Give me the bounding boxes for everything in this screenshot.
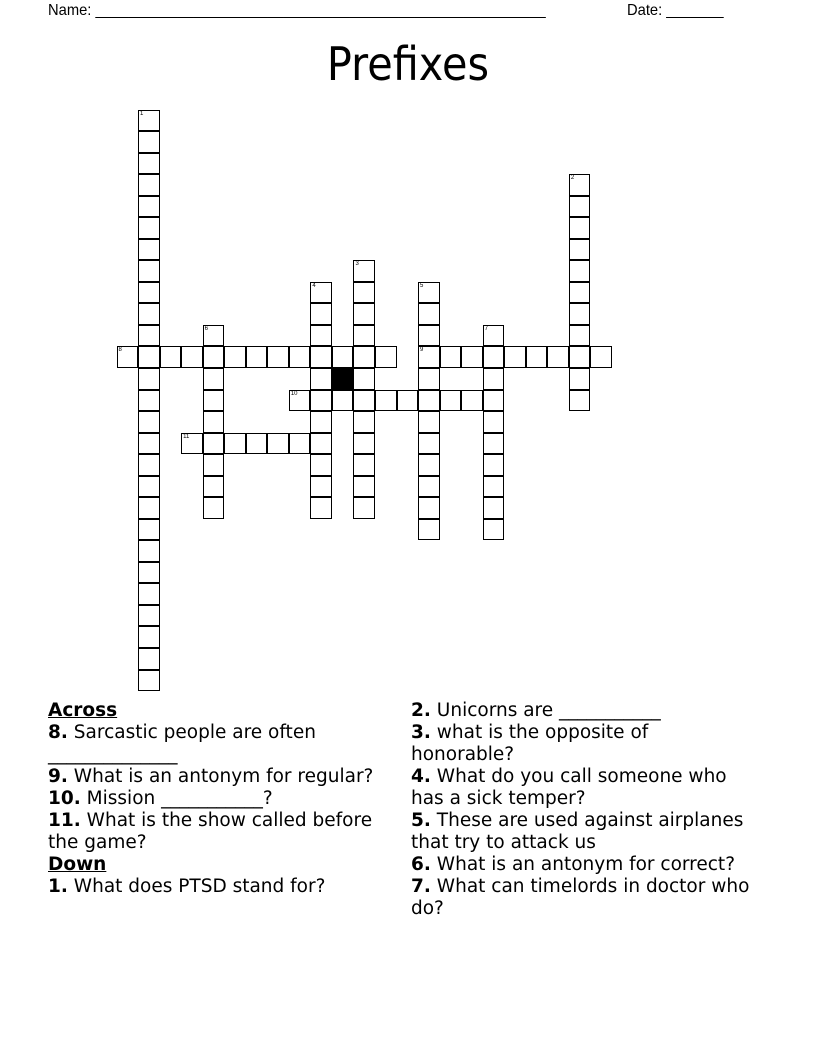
grid-cell[interactable] xyxy=(353,282,375,304)
grid-cell[interactable] xyxy=(353,390,375,412)
cell-number: 7 xyxy=(484,325,489,332)
grid-cell[interactable] xyxy=(418,303,440,325)
grid-cell[interactable] xyxy=(138,648,160,670)
grid-cell[interactable] xyxy=(138,217,160,239)
grid-cell[interactable] xyxy=(138,583,160,605)
grid-cell[interactable] xyxy=(569,303,591,325)
clue-down-4: 4. What do you call someone who has a sick temper? xyxy=(411,766,727,809)
grid-cell[interactable] xyxy=(138,174,160,196)
grid-cell[interactable] xyxy=(353,325,375,347)
cell-number: 11 xyxy=(183,433,190,440)
grid-cell[interactable] xyxy=(353,476,375,498)
grid-cell[interactable] xyxy=(138,346,160,368)
grid-cell[interactable] xyxy=(138,411,160,433)
date-blank: _______ xyxy=(666,2,724,19)
grid-cell[interactable] xyxy=(483,346,505,368)
grid-cell[interactable] xyxy=(547,346,569,368)
cell-number: 9 xyxy=(420,347,424,354)
grid-cell[interactable] xyxy=(418,519,440,541)
page-title: Prefixes xyxy=(326,37,490,91)
grid-cell[interactable] xyxy=(353,346,375,368)
grid-cell[interactable] xyxy=(569,282,591,304)
grid-cell[interactable] xyxy=(138,282,160,304)
clues-left-column xyxy=(48,700,378,898)
cell-number: 1 xyxy=(140,110,144,117)
black-cell xyxy=(332,368,354,390)
grid-cell[interactable] xyxy=(440,390,462,412)
across-heading: Across xyxy=(48,700,118,721)
grid-cell[interactable] xyxy=(353,260,375,282)
grid-cell[interactable] xyxy=(138,325,160,347)
grid-cell[interactable] xyxy=(353,303,375,325)
clue-across-9: 9. What is an antonym for regular? xyxy=(48,766,374,787)
grid-cell[interactable] xyxy=(310,346,332,368)
grid-cell[interactable] xyxy=(246,346,268,368)
grid-cell[interactable] xyxy=(203,346,225,368)
grid-cell[interactable] xyxy=(440,346,462,368)
cell-number: 4 xyxy=(312,282,316,289)
date-label: Date: xyxy=(627,2,663,19)
clue-down-3: 3. what is the opposite of honorable? xyxy=(411,722,649,765)
grid-cell[interactable] xyxy=(138,540,160,562)
grid-cell[interactable] xyxy=(203,497,225,519)
clue-down-5: 5. These are used against airplanes that try to attack us xyxy=(411,810,744,853)
grid-cell[interactable] xyxy=(203,454,225,476)
grid-cell[interactable] xyxy=(138,626,160,648)
grid-cell[interactable] xyxy=(353,497,375,519)
grid-cell[interactable] xyxy=(569,346,591,368)
grid-cell[interactable] xyxy=(418,390,440,412)
grid-cell[interactable] xyxy=(138,153,160,175)
grid-cell[interactable] xyxy=(569,239,591,261)
grid-cell[interactable] xyxy=(461,346,483,368)
cell-number: 2 xyxy=(570,175,575,182)
grid-cell[interactable] xyxy=(310,454,332,476)
grid-cell[interactable] xyxy=(138,131,160,153)
grid-cell[interactable] xyxy=(267,433,289,455)
grid-cell[interactable] xyxy=(569,390,591,412)
grid-cell[interactable] xyxy=(289,346,311,368)
grid-cell[interactable] xyxy=(397,390,419,412)
grid-cell[interactable] xyxy=(310,368,332,390)
grid-cell[interactable] xyxy=(224,433,246,455)
grid-cell[interactable] xyxy=(203,433,225,455)
grid-cell[interactable] xyxy=(138,519,160,541)
grid-cell[interactable] xyxy=(138,260,160,282)
grid-cell[interactable] xyxy=(353,454,375,476)
grid-cell[interactable] xyxy=(569,217,591,239)
clue-down-1: 1. What does PTSD stand for? xyxy=(48,876,326,897)
grid-cell[interactable] xyxy=(590,346,612,368)
grid-cell[interactable] xyxy=(483,390,505,412)
grid-cell[interactable] xyxy=(310,411,332,433)
grid-cell[interactable] xyxy=(138,196,160,218)
grid-cell[interactable] xyxy=(483,368,505,390)
grid-cell[interactable] xyxy=(418,454,440,476)
grid-cell[interactable] xyxy=(375,390,397,412)
grid-cell[interactable] xyxy=(138,562,160,584)
grid-cell[interactable] xyxy=(310,325,332,347)
grid-cell[interactable] xyxy=(310,433,332,455)
grid-cell[interactable] xyxy=(418,346,440,368)
grid-cell[interactable] xyxy=(353,368,375,390)
grid-cell[interactable] xyxy=(289,390,311,412)
grid-cell[interactable] xyxy=(569,325,591,347)
grid-cell[interactable] xyxy=(483,411,505,433)
grid-cell[interactable] xyxy=(418,476,440,498)
clue-down-2: 2. Unicorns are ___________ xyxy=(411,700,661,721)
cell-number: 8 xyxy=(118,347,122,354)
name-label: Name: xyxy=(48,2,92,19)
grid-cell[interactable] xyxy=(526,346,548,368)
grid-cell[interactable] xyxy=(138,239,160,261)
grid-cell[interactable] xyxy=(138,303,160,325)
grid-cell[interactable] xyxy=(160,346,182,368)
grid-cell[interactable] xyxy=(418,497,440,519)
grid-cell[interactable] xyxy=(138,476,160,498)
grid-cell[interactable] xyxy=(504,346,526,368)
cell-number: 10 xyxy=(290,390,298,397)
grid-cell[interactable] xyxy=(418,325,440,347)
grid-cell[interactable] xyxy=(310,390,332,412)
grid-cell[interactable] xyxy=(138,670,160,692)
grid-cell[interactable] xyxy=(569,260,591,282)
grid-cell[interactable] xyxy=(332,346,354,368)
grid-cell[interactable] xyxy=(138,454,160,476)
grid-cell[interactable] xyxy=(375,346,397,368)
name-blank: _______________________________________________________ xyxy=(95,2,546,19)
grid-cell[interactable] xyxy=(310,282,332,304)
grid-cell[interactable] xyxy=(418,282,440,304)
clue-down-7: 7. What can timelords in doctor who do? xyxy=(411,876,750,919)
grid-cell[interactable] xyxy=(483,476,505,498)
clue-across-8: 8. Sarcastic people are often ______________ xyxy=(48,722,316,765)
grid-cell[interactable] xyxy=(483,519,505,541)
grid-cell[interactable] xyxy=(483,454,505,476)
cell-number: 6 xyxy=(204,325,208,332)
grid-cell[interactable] xyxy=(203,411,225,433)
clue-down-6: 6. What is an antonym for correct? xyxy=(411,854,736,875)
clue-across-11: 11. What is the show called before the game? xyxy=(48,810,373,853)
grid-cell[interactable] xyxy=(203,390,225,412)
grid-cell[interactable] xyxy=(224,346,246,368)
grid-cell[interactable] xyxy=(138,433,160,455)
grid-cell[interactable] xyxy=(289,433,311,455)
grid-cell[interactable] xyxy=(181,346,203,368)
grid-cell[interactable] xyxy=(310,476,332,498)
grid-cell[interactable] xyxy=(418,368,440,390)
clues-right-column xyxy=(411,700,751,920)
cell-number: 3 xyxy=(355,261,359,268)
grid-cell[interactable] xyxy=(332,390,354,412)
grid-cell[interactable] xyxy=(138,497,160,519)
grid-cell[interactable] xyxy=(310,497,332,519)
grid-cell[interactable] xyxy=(138,605,160,627)
grid-cell[interactable] xyxy=(418,411,440,433)
grid-cell[interactable] xyxy=(203,476,225,498)
clue-across-10: 10. Mission ___________? xyxy=(48,788,273,809)
grid-cell[interactable] xyxy=(203,368,225,390)
grid-cell[interactable] xyxy=(483,325,505,347)
cell-number: 5 xyxy=(420,282,424,289)
grid-cell[interactable] xyxy=(310,303,332,325)
down-heading: Down xyxy=(48,854,107,875)
grid-cell[interactable] xyxy=(569,368,591,390)
grid-cell[interactable] xyxy=(353,411,375,433)
grid-cell[interactable] xyxy=(483,433,505,455)
grid-cell[interactable] xyxy=(203,325,225,347)
grid-cell[interactable] xyxy=(181,433,203,455)
grid-cell[interactable] xyxy=(138,390,160,412)
grid-cell[interactable] xyxy=(138,368,160,390)
grid-cell[interactable] xyxy=(569,174,591,196)
grid-cell[interactable] xyxy=(353,433,375,455)
grid-cell[interactable] xyxy=(117,346,139,368)
grid-cell[interactable] xyxy=(138,110,160,132)
grid-cell[interactable] xyxy=(418,433,440,455)
grid-cell[interactable] xyxy=(246,433,268,455)
grid-cell[interactable] xyxy=(267,346,289,368)
grid-cell[interactable] xyxy=(483,497,505,519)
grid-cell[interactable] xyxy=(461,390,483,412)
grid-cell[interactable] xyxy=(569,196,591,218)
